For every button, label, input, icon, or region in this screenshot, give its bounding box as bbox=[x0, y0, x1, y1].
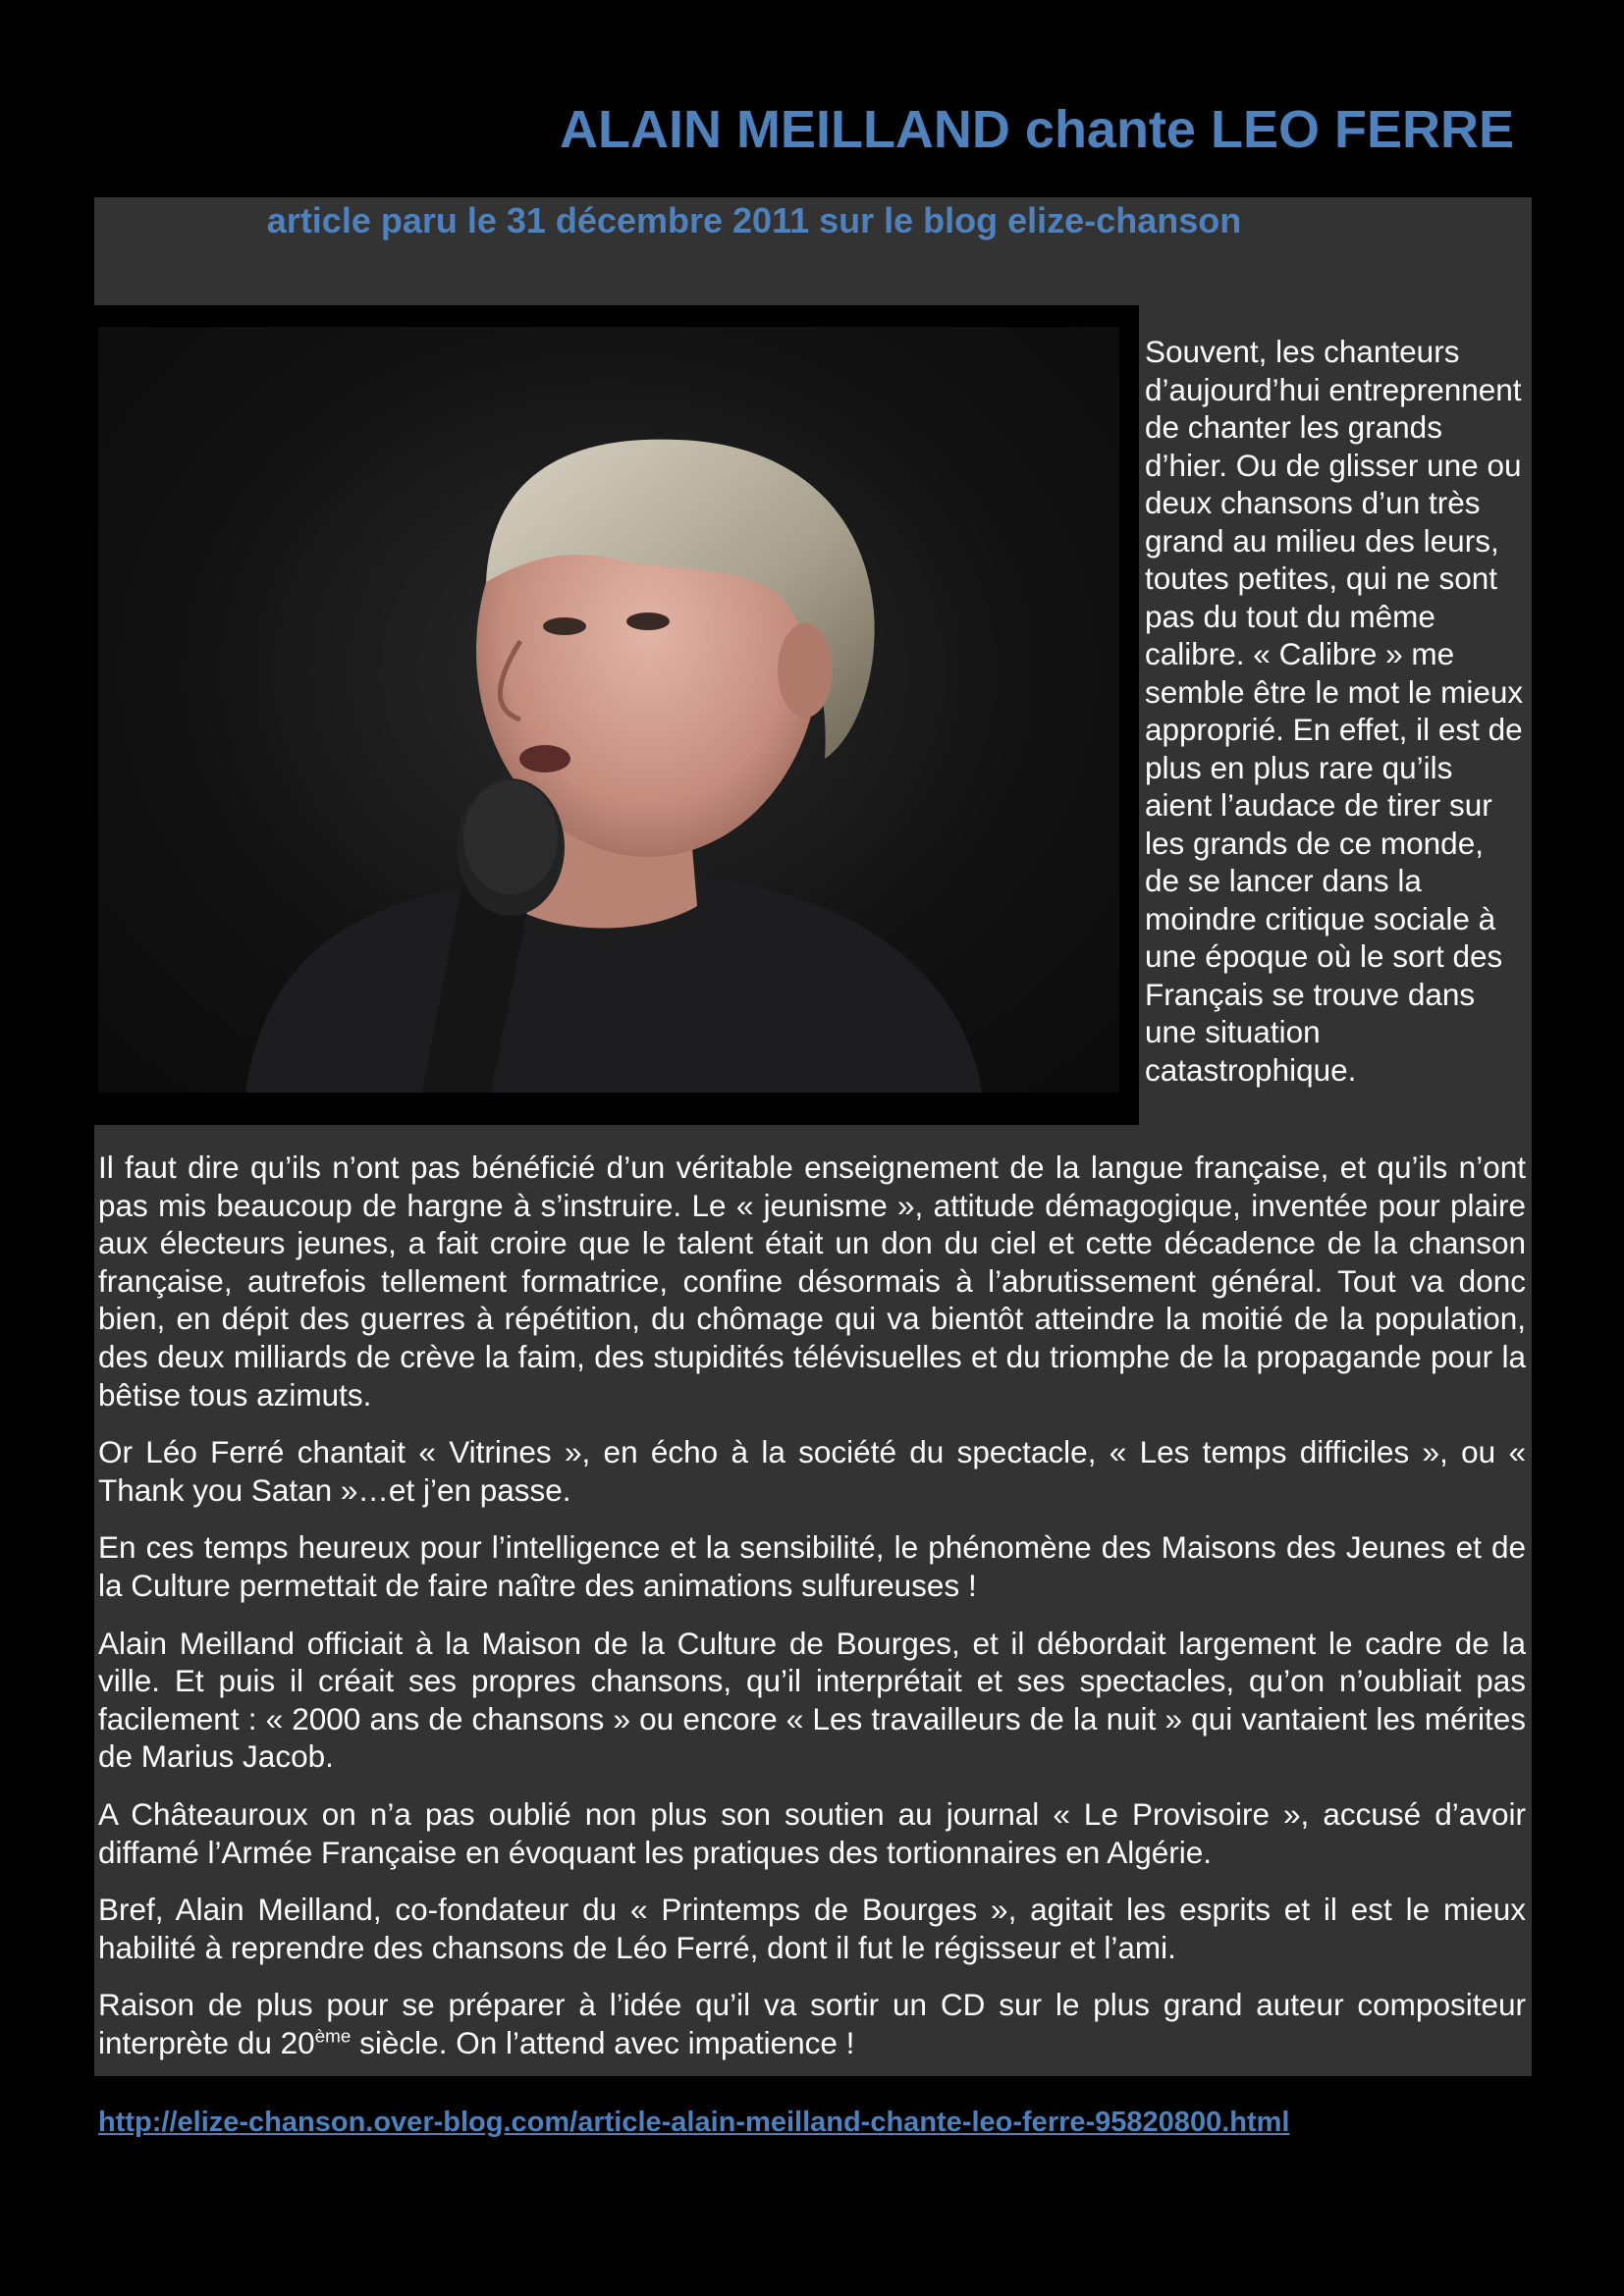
paragraph-2: Or Léo Ferré chantait « Vitrines », en écho à la société du spectacle, « Les temps difficiles », ou « Thank you Satan »…et j’en passe. bbox=[98, 1434, 1526, 1508]
paragraph-3: En ces temps heureux pour l’intelligence et la sensibilité, le phénomène des Maisons des Jeunes et de la Culture permettait de faire naître des animations sulfureuses ! bbox=[98, 1529, 1526, 1603]
paragraph-6: Bref, Alain Meilland, co-fondateur du « Printemps de Bourges », agitait les esprits et il est le mieux habilité à reprendre des chansons de Léo Ferré, dont il fut le régisseur et l’ami. bbox=[98, 1892, 1526, 1965]
paragraph-7 bbox=[98, 1986, 1526, 2061]
paragraph-1: Il faut dire qu’ils n’ont pas bénéficié d’un véritable enseignement de la langue française, et qu’ils n’ont pas mis beaucoup de hargne à s’instruire. Le « jeunisme », attitude démagogique, inventée pour plaire aux électeurs jeunes, a fait croire que le talent était un don du ciel et cette décadence de la chanson française, autrefois tellement formatrice, confine désormais à l’abrutissement général. Tout va donc bien, en dépit des guerres à répétition, du chômage qui va bientôt atteindre la moitié de la population, des deux milliards de crève la faim, des stupidités télévisuelles et du triomphe de la propagande pour la bêtise tous azimuts. bbox=[98, 1149, 1526, 1413]
singer-photo bbox=[98, 327, 1119, 1093]
superscript-eme: ème bbox=[314, 2026, 352, 2048]
paragraph-4: Alain Meilland officiait à la Maison de la Culture de Bourges, et il débordait largement le cadre de la ville. Et puis il créait ses propres chansons, qu’il interprétait et ses spectacles, qu’on n’oubliait pas facilement : « 2000 ans de chansons » ou encore « Les travailleurs de la nuit » qui vantaient les mérites de Marius Jacob. bbox=[98, 1625, 1526, 1775]
closing-text-start: Raison de plus pour se préparer à l’idée qu’il va sortir un CD sur le plus grand auteur compositeur interprète du 20 bbox=[98, 1987, 1526, 2060]
photo-frame bbox=[94, 305, 1139, 1125]
article-body bbox=[94, 1125, 1532, 2076]
intro-paragraph: Souvent, les chanteurs d’aujourd’hui entreprennent de chanter les grands d’hier. Ou de glisser une ou deux chansons d’un très grand au milieu des leurs, toutes petites, qui ne sont pas du tout du même calibre. « Calibre » me semble être le mot le mieux approprié. En effet, il est de plus en plus rare qu’ils aient l’audace de tirer sur les grands de ce monde, de se lancer dans la moindre critique sociale à une époque où le sort des Français se trouve dans une situation catastrophique. bbox=[1145, 334, 1524, 1088]
subtitle-banner bbox=[94, 197, 1532, 305]
closing-text-end: siècle. On l’attend avec impatience ! bbox=[351, 2024, 855, 2060]
singer-illustration bbox=[98, 327, 1119, 1093]
source-link[interactable]: http://elize-chanson.over-blog.com/article-alain-meilland-chante-leo-ferre-95820800.html bbox=[98, 2107, 1290, 2138]
side-text-panel bbox=[1139, 305, 1532, 1125]
page-title: ALAIN MEILLAND chante LEO FERRE bbox=[559, 100, 1514, 159]
paragraph-5: A Châteauroux on n’a pas oublié non plus son soutien au journal « Le Provisoire », accusé d’avoir diffamé l’Armée Française en évoquant les pratiques des tortionnaires en Algérie. bbox=[98, 1795, 1526, 1870]
article-subtitle: article paru le 31 décembre 2011 sur le blog elize-chanson bbox=[266, 200, 1242, 240]
